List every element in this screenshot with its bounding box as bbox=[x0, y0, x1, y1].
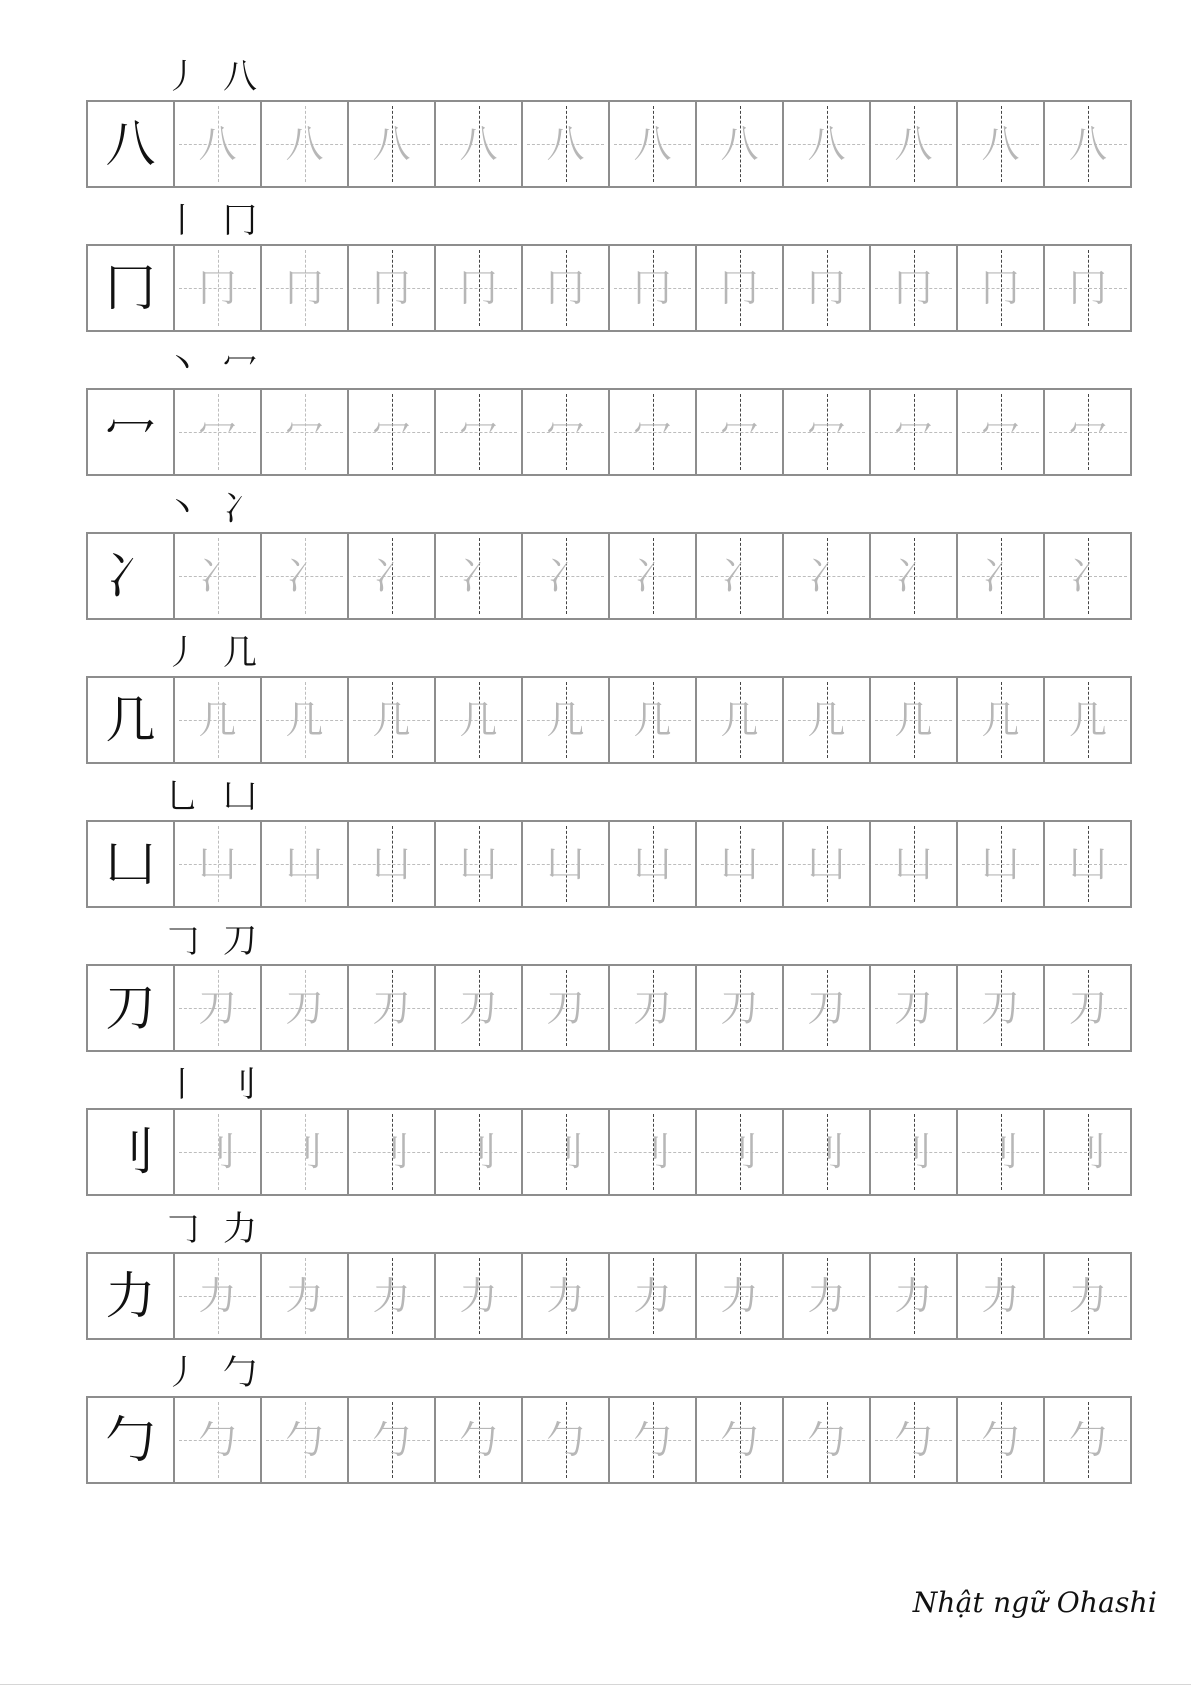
practice-cell[interactable] bbox=[958, 966, 1045, 1050]
trace-character: 八 bbox=[720, 122, 759, 166]
trace-character: 凵 bbox=[1068, 842, 1107, 886]
trace-character: 刂 bbox=[546, 1130, 585, 1174]
trace-character: 冂 bbox=[894, 266, 933, 310]
trace-character: 凵 bbox=[720, 842, 759, 886]
practice-cell[interactable] bbox=[871, 1398, 958, 1482]
trace-character: 冂 bbox=[807, 266, 846, 310]
practice-cell[interactable] bbox=[784, 1254, 871, 1338]
trace-character: 八 bbox=[285, 122, 324, 166]
trace-character: 冖 bbox=[546, 410, 585, 454]
practice-cell[interactable] bbox=[871, 678, 958, 762]
stroke-step: 𠃌 bbox=[165, 1209, 199, 1249]
practice-cell[interactable] bbox=[175, 966, 262, 1050]
practice-row bbox=[86, 964, 1132, 1052]
trace-character: 刂 bbox=[198, 1130, 237, 1174]
trace-character: 力 bbox=[372, 1274, 411, 1318]
practice-cell[interactable] bbox=[523, 1254, 610, 1338]
trace-character: 冫 bbox=[372, 554, 411, 598]
practice-cell[interactable] bbox=[1045, 678, 1131, 762]
trace-character: 刂 bbox=[285, 1130, 324, 1174]
practice-cell[interactable] bbox=[610, 822, 697, 906]
practice-cell[interactable] bbox=[523, 678, 610, 762]
practice-cell[interactable] bbox=[262, 1110, 349, 1194]
trace-character: 冫 bbox=[285, 554, 324, 598]
trace-character: 几 bbox=[546, 698, 585, 742]
trace-character: 刀 bbox=[1068, 986, 1107, 1030]
stroke-step: 刀 bbox=[223, 921, 257, 961]
trace-character: 刀 bbox=[546, 986, 585, 1030]
trace-character: 刀 bbox=[807, 986, 846, 1030]
model-character: 凵 bbox=[105, 835, 156, 893]
model-character: 几 bbox=[105, 691, 156, 749]
practice-cell[interactable] bbox=[349, 246, 436, 330]
practice-cell[interactable] bbox=[871, 1110, 958, 1194]
stroke-order bbox=[160, 342, 262, 388]
stroke-step: 刂 bbox=[223, 1065, 257, 1105]
practice-cell[interactable] bbox=[523, 246, 610, 330]
practice-row bbox=[86, 100, 1132, 188]
practice-cell[interactable] bbox=[958, 102, 1045, 186]
stroke-step: 丶 bbox=[165, 489, 199, 529]
practice-cell[interactable] bbox=[349, 966, 436, 1050]
trace-character: 冂 bbox=[459, 266, 498, 310]
practice-cell[interactable] bbox=[958, 1110, 1045, 1194]
stroke-step: 丿 bbox=[165, 633, 199, 673]
trace-character: 冂 bbox=[720, 266, 759, 310]
practice-cell[interactable] bbox=[958, 678, 1045, 762]
trace-character: 刂 bbox=[720, 1130, 759, 1174]
practice-cell[interactable] bbox=[697, 390, 784, 474]
practice-cell[interactable] bbox=[436, 822, 523, 906]
trace-character: 八 bbox=[981, 122, 1020, 166]
trace-character: 冫 bbox=[981, 554, 1020, 598]
stroke-step: 丨 bbox=[165, 1065, 199, 1105]
practice-cell[interactable] bbox=[871, 534, 958, 618]
practice-cell[interactable] bbox=[262, 102, 349, 186]
practice-cell[interactable] bbox=[436, 246, 523, 330]
stroke-step: 丿 bbox=[165, 57, 199, 97]
trace-character: 冫 bbox=[459, 554, 498, 598]
practice-cell[interactable] bbox=[958, 246, 1045, 330]
trace-character: 刂 bbox=[372, 1130, 411, 1174]
practice-cell[interactable] bbox=[262, 1254, 349, 1338]
trace-character: 冫 bbox=[1068, 554, 1107, 598]
practice-cell[interactable] bbox=[436, 534, 523, 618]
trace-character: 几 bbox=[1068, 698, 1107, 742]
trace-character: 冖 bbox=[459, 410, 498, 454]
trace-character: 八 bbox=[459, 122, 498, 166]
practice-cell[interactable] bbox=[697, 246, 784, 330]
trace-character: 冂 bbox=[285, 266, 324, 310]
trace-character: 刀 bbox=[285, 986, 324, 1030]
trace-character: 凵 bbox=[285, 842, 324, 886]
trace-character: 力 bbox=[981, 1274, 1020, 1318]
practice-cell[interactable] bbox=[436, 1398, 523, 1482]
trace-character: 勹 bbox=[633, 1418, 672, 1462]
practice-cell[interactable] bbox=[436, 1254, 523, 1338]
practice-cell[interactable] bbox=[349, 534, 436, 618]
practice-cell[interactable] bbox=[610, 1398, 697, 1482]
trace-character: 勹 bbox=[285, 1418, 324, 1462]
model-cell bbox=[88, 246, 175, 330]
trace-character: 勹 bbox=[459, 1418, 498, 1462]
model-cell bbox=[88, 822, 175, 906]
practice-cell[interactable] bbox=[784, 678, 871, 762]
practice-row bbox=[86, 1252, 1132, 1340]
trace-character: 冫 bbox=[720, 554, 759, 598]
practice-cell[interactable] bbox=[697, 102, 784, 186]
trace-character: 冂 bbox=[546, 266, 585, 310]
trace-character: 凵 bbox=[372, 842, 411, 886]
practice-cell[interactable] bbox=[784, 390, 871, 474]
practice-cell[interactable] bbox=[1045, 822, 1131, 906]
practice-cell[interactable] bbox=[262, 822, 349, 906]
trace-character: 冂 bbox=[633, 266, 672, 310]
trace-character: 刀 bbox=[459, 986, 498, 1030]
stroke-step: 冂 bbox=[223, 201, 257, 241]
trace-character: 力 bbox=[285, 1274, 324, 1318]
model-cell bbox=[88, 390, 175, 474]
trace-character: 冖 bbox=[372, 410, 411, 454]
trace-character: 冂 bbox=[1068, 266, 1107, 310]
trace-character: 力 bbox=[546, 1274, 585, 1318]
practice-cell[interactable] bbox=[523, 1398, 610, 1482]
practice-row bbox=[86, 244, 1132, 332]
stroke-step: 力 bbox=[223, 1209, 257, 1249]
model-cell bbox=[88, 534, 175, 618]
trace-character: 几 bbox=[807, 698, 846, 742]
trace-character: 冖 bbox=[720, 410, 759, 454]
trace-character: 力 bbox=[198, 1274, 237, 1318]
trace-character: 勹 bbox=[720, 1418, 759, 1462]
practice-cell[interactable] bbox=[262, 534, 349, 618]
trace-character: 冂 bbox=[981, 266, 1020, 310]
practice-cell[interactable] bbox=[175, 390, 262, 474]
trace-character: 八 bbox=[1068, 122, 1107, 166]
practice-cell[interactable] bbox=[1045, 1398, 1131, 1482]
practice-cell[interactable] bbox=[175, 246, 262, 330]
practice-cell[interactable] bbox=[697, 1254, 784, 1338]
practice-cell[interactable] bbox=[262, 246, 349, 330]
practice-cell[interactable] bbox=[436, 390, 523, 474]
practice-cell[interactable] bbox=[784, 1110, 871, 1194]
practice-cell[interactable] bbox=[697, 678, 784, 762]
practice-cell[interactable] bbox=[610, 678, 697, 762]
trace-character: 刀 bbox=[894, 986, 933, 1030]
practice-cell[interactable] bbox=[523, 534, 610, 618]
trace-character: 凵 bbox=[981, 842, 1020, 886]
stroke-order bbox=[160, 774, 262, 820]
stroke-step: 勹 bbox=[223, 1353, 257, 1393]
practice-cell[interactable] bbox=[175, 1254, 262, 1338]
practice-cell[interactable] bbox=[349, 678, 436, 762]
trace-character: 八 bbox=[807, 122, 846, 166]
trace-character: 凵 bbox=[807, 842, 846, 886]
trace-character: 八 bbox=[633, 122, 672, 166]
practice-cell[interactable] bbox=[436, 966, 523, 1050]
practice-cell[interactable] bbox=[610, 246, 697, 330]
model-character: 勹 bbox=[105, 1411, 156, 1469]
trace-character: 冂 bbox=[198, 266, 237, 310]
stroke-order bbox=[160, 54, 262, 100]
trace-character: 冖 bbox=[981, 410, 1020, 454]
practice-cell[interactable] bbox=[1045, 966, 1131, 1050]
trace-character: 刀 bbox=[633, 986, 672, 1030]
model-cell bbox=[88, 1110, 175, 1194]
practice-cell[interactable] bbox=[349, 1254, 436, 1338]
practice-cell[interactable] bbox=[1045, 1110, 1131, 1194]
stroke-step: 丨 bbox=[165, 201, 199, 241]
trace-character: 勹 bbox=[981, 1418, 1020, 1462]
model-character: 刂 bbox=[105, 1123, 156, 1181]
practice-cell[interactable] bbox=[610, 534, 697, 618]
trace-character: 几 bbox=[981, 698, 1020, 742]
practice-cell[interactable] bbox=[175, 678, 262, 762]
practice-cell[interactable] bbox=[436, 1110, 523, 1194]
trace-character: 冫 bbox=[894, 554, 933, 598]
stroke-step: 冖 bbox=[223, 345, 257, 385]
practice-cell[interactable] bbox=[349, 390, 436, 474]
trace-character: 勹 bbox=[546, 1418, 585, 1462]
practice-cell[interactable] bbox=[784, 534, 871, 618]
stroke-order bbox=[160, 1062, 262, 1108]
stroke-order bbox=[160, 198, 262, 244]
practice-cell[interactable] bbox=[871, 246, 958, 330]
practice-cell[interactable] bbox=[175, 1110, 262, 1194]
practice-cell[interactable] bbox=[349, 102, 436, 186]
trace-character: 勹 bbox=[807, 1418, 846, 1462]
practice-row bbox=[86, 532, 1132, 620]
practice-cell[interactable] bbox=[610, 1110, 697, 1194]
practice-cell[interactable] bbox=[175, 1398, 262, 1482]
stroke-step: 八 bbox=[223, 57, 257, 97]
trace-character: 勹 bbox=[1068, 1418, 1107, 1462]
practice-cell[interactable] bbox=[697, 534, 784, 618]
trace-character: 刂 bbox=[633, 1130, 672, 1174]
practice-cell[interactable] bbox=[175, 822, 262, 906]
model-cell bbox=[88, 1398, 175, 1482]
practice-cell[interactable] bbox=[262, 678, 349, 762]
trace-character: 刂 bbox=[894, 1130, 933, 1174]
practice-cell[interactable] bbox=[262, 966, 349, 1050]
stroke-step: 几 bbox=[223, 633, 257, 673]
stroke-step: 冫 bbox=[223, 489, 257, 529]
practice-cell[interactable] bbox=[262, 390, 349, 474]
trace-character: 几 bbox=[198, 698, 237, 742]
practice-cell[interactable] bbox=[262, 1398, 349, 1482]
trace-character: 力 bbox=[633, 1274, 672, 1318]
trace-character: 力 bbox=[1068, 1274, 1107, 1318]
model-cell bbox=[88, 1254, 175, 1338]
practice-cell[interactable] bbox=[784, 1398, 871, 1482]
practice-cell[interactable] bbox=[1045, 102, 1131, 186]
trace-character: 刀 bbox=[720, 986, 759, 1030]
practice-cell[interactable] bbox=[871, 966, 958, 1050]
model-cell bbox=[88, 966, 175, 1050]
trace-character: 冫 bbox=[198, 554, 237, 598]
trace-character: 几 bbox=[285, 698, 324, 742]
trace-character: 刂 bbox=[1068, 1130, 1107, 1174]
stroke-order bbox=[160, 630, 262, 676]
practice-cell[interactable] bbox=[1045, 534, 1131, 618]
trace-character: 八 bbox=[198, 122, 237, 166]
trace-character: 几 bbox=[894, 698, 933, 742]
trace-character: 凵 bbox=[633, 842, 672, 886]
model-character: 八 bbox=[105, 115, 156, 173]
practice-cell[interactable] bbox=[697, 822, 784, 906]
practice-cell[interactable] bbox=[958, 534, 1045, 618]
trace-character: 几 bbox=[459, 698, 498, 742]
practice-cell[interactable] bbox=[871, 102, 958, 186]
practice-cell[interactable] bbox=[697, 966, 784, 1050]
practice-row bbox=[86, 388, 1132, 476]
stroke-step: 𠃌 bbox=[165, 921, 199, 961]
practice-cell[interactable] bbox=[958, 1398, 1045, 1482]
trace-character: 力 bbox=[807, 1274, 846, 1318]
trace-character: 几 bbox=[372, 698, 411, 742]
stroke-order bbox=[160, 918, 262, 964]
practice-cell[interactable] bbox=[871, 1254, 958, 1338]
practice-cell[interactable] bbox=[349, 1110, 436, 1194]
trace-character: 刂 bbox=[981, 1130, 1020, 1174]
trace-character: 凵 bbox=[546, 842, 585, 886]
trace-character: 冖 bbox=[198, 410, 237, 454]
trace-character: 冖 bbox=[1068, 410, 1107, 454]
trace-character: 刀 bbox=[198, 986, 237, 1030]
stroke-step: 丿 bbox=[165, 1353, 199, 1393]
trace-character: 力 bbox=[894, 1274, 933, 1318]
stroke-step: 丶 bbox=[165, 345, 199, 385]
practice-cell[interactable] bbox=[871, 390, 958, 474]
practice-cell[interactable] bbox=[784, 246, 871, 330]
practice-cell[interactable] bbox=[784, 966, 871, 1050]
practice-row bbox=[86, 1396, 1132, 1484]
practice-cell[interactable] bbox=[784, 102, 871, 186]
model-cell bbox=[88, 102, 175, 186]
practice-cell[interactable] bbox=[523, 966, 610, 1050]
trace-character: 冫 bbox=[633, 554, 672, 598]
practice-cell[interactable] bbox=[175, 534, 262, 618]
trace-character: 冖 bbox=[807, 410, 846, 454]
stroke-order bbox=[160, 486, 262, 532]
trace-character: 刀 bbox=[372, 986, 411, 1030]
practice-row bbox=[86, 1108, 1132, 1196]
practice-cell[interactable] bbox=[610, 966, 697, 1050]
brand-label: Nhật ngữ Ohashi bbox=[912, 1586, 1157, 1619]
trace-character: 勹 bbox=[372, 1418, 411, 1462]
trace-character: 力 bbox=[720, 1274, 759, 1318]
model-character: 冫 bbox=[105, 547, 156, 605]
trace-character: 刀 bbox=[981, 986, 1020, 1030]
trace-character: 冖 bbox=[894, 410, 933, 454]
practice-cell[interactable] bbox=[697, 1110, 784, 1194]
model-character: 冖 bbox=[105, 403, 156, 461]
trace-character: 力 bbox=[459, 1274, 498, 1318]
practice-cell[interactable] bbox=[436, 102, 523, 186]
trace-character: 勹 bbox=[198, 1418, 237, 1462]
trace-character: 几 bbox=[720, 698, 759, 742]
trace-character: 冖 bbox=[633, 410, 672, 454]
trace-character: 八 bbox=[372, 122, 411, 166]
practice-cell[interactable] bbox=[436, 678, 523, 762]
practice-cell[interactable] bbox=[1045, 1254, 1131, 1338]
model-cell bbox=[88, 678, 175, 762]
trace-character: 凵 bbox=[198, 842, 237, 886]
trace-character: 刂 bbox=[459, 1130, 498, 1174]
practice-cell[interactable] bbox=[610, 1254, 697, 1338]
stroke-order bbox=[160, 1206, 262, 1252]
trace-character: 凵 bbox=[459, 842, 498, 886]
practice-cell[interactable] bbox=[958, 390, 1045, 474]
trace-character: 冖 bbox=[285, 410, 324, 454]
trace-character: 凵 bbox=[894, 842, 933, 886]
practice-cell[interactable] bbox=[175, 102, 262, 186]
trace-character: 冫 bbox=[546, 554, 585, 598]
trace-character: 勹 bbox=[894, 1418, 933, 1462]
practice-cell[interactable] bbox=[523, 102, 610, 186]
practice-cell[interactable] bbox=[871, 822, 958, 906]
stroke-order bbox=[160, 1350, 262, 1396]
trace-character: 几 bbox=[633, 698, 672, 742]
practice-cell[interactable] bbox=[610, 102, 697, 186]
practice-cell[interactable] bbox=[349, 822, 436, 906]
trace-character: 八 bbox=[546, 122, 585, 166]
practice-cell[interactable] bbox=[523, 1110, 610, 1194]
trace-character: 冂 bbox=[372, 266, 411, 310]
trace-character: 冫 bbox=[807, 554, 846, 598]
practice-cell[interactable] bbox=[523, 822, 610, 906]
trace-character: 八 bbox=[894, 122, 933, 166]
practice-cell[interactable] bbox=[523, 390, 610, 474]
model-character: 刀 bbox=[105, 979, 156, 1037]
stroke-step: 凵 bbox=[223, 777, 257, 817]
practice-row bbox=[86, 820, 1132, 908]
practice-cell[interactable] bbox=[697, 1398, 784, 1482]
practice-cell[interactable] bbox=[610, 390, 697, 474]
model-character: 力 bbox=[105, 1267, 156, 1325]
practice-cell[interactable] bbox=[1045, 390, 1131, 474]
practice-cell[interactable] bbox=[958, 822, 1045, 906]
trace-character: 刂 bbox=[807, 1130, 846, 1174]
stroke-step: 乚 bbox=[165, 777, 199, 817]
practice-cell[interactable] bbox=[1045, 246, 1131, 330]
practice-row bbox=[86, 676, 1132, 764]
practice-cell[interactable] bbox=[784, 822, 871, 906]
model-character: 冂 bbox=[105, 259, 156, 317]
practice-cell[interactable] bbox=[958, 1254, 1045, 1338]
practice-cell[interactable] bbox=[349, 1398, 436, 1482]
